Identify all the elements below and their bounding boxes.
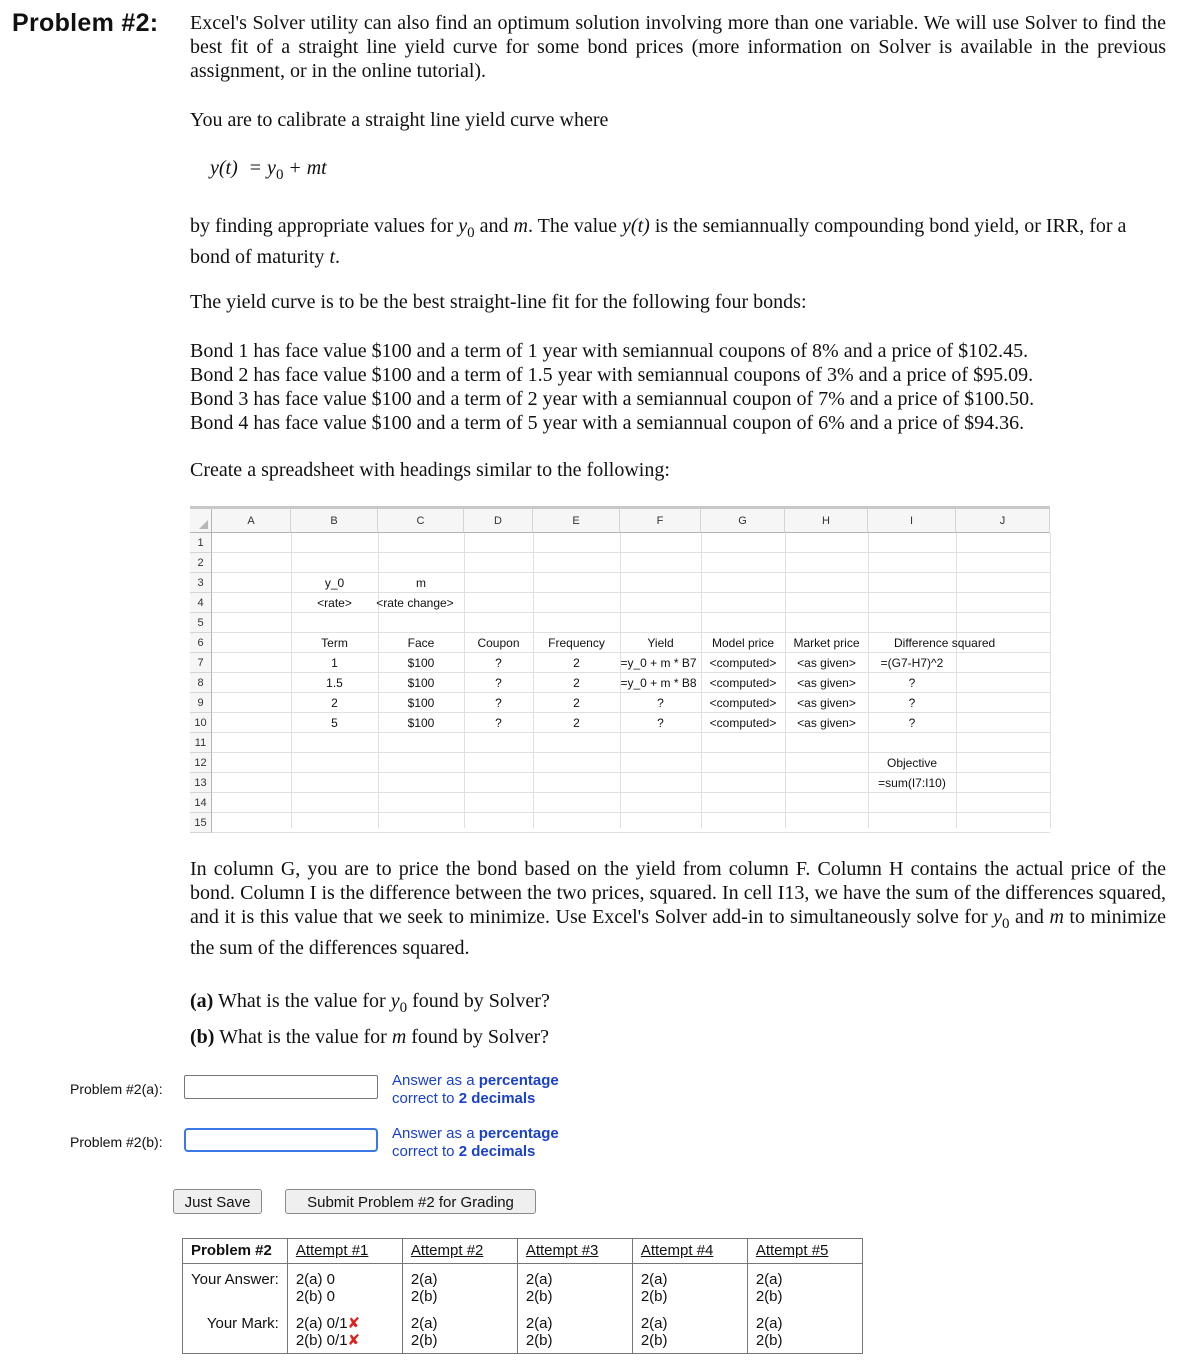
grid-line: [212, 832, 1050, 833]
sheet-cell-c3: m: [416, 576, 426, 590]
sheet-cell-c8: $100: [407, 676, 435, 690]
column-header: G: [701, 509, 785, 533]
submit-grading-button[interactable]: Submit Problem #2 for Grading: [285, 1189, 536, 1214]
sheet-cell-i12: Objective: [886, 756, 938, 770]
sheet-cell-g7: <computed>: [709, 656, 777, 670]
sheet-cell-b10: 5: [331, 716, 338, 730]
bond-item: Bond 4 has face value $100 and a term of 5 year with a semiannual coupon of 6% and a price of $94.36.: [190, 412, 1025, 434]
attempt-link[interactable]: Attempt #4: [640, 1242, 714, 1259]
grid-line: [212, 552, 1050, 553]
sheet-cell-c6: Face: [407, 636, 435, 650]
sheet-cell-b9: 2: [331, 696, 338, 710]
attempt-link[interactable]: Attempt #1: [295, 1242, 369, 1259]
create-text: Create a spreadsheet with headings similar to the following:: [190, 459, 670, 481]
column-header: I: [868, 509, 956, 533]
attempt-link[interactable]: Attempt #5: [755, 1242, 829, 1259]
grid-line: [1050, 533, 1051, 828]
attempts-table: [182, 1238, 863, 1354]
attempt-mark: 2(a) 2(b): [402, 1305, 517, 1354]
sheet-cell-h8: <as given>: [797, 676, 856, 690]
sheet-cell-e6: Frequency: [548, 636, 605, 650]
sheet-cell-h7: <as given>: [797, 656, 856, 670]
answer-b-label: Problem #2(b):: [70, 1134, 163, 1150]
sheet-cell-e9: 2: [573, 696, 580, 710]
column-header: A: [212, 509, 291, 533]
sheet-cell-f9: ?: [657, 696, 664, 710]
sheet-cell-d8: ?: [495, 676, 502, 690]
sheet-cell-h9: <as given>: [797, 696, 856, 710]
column-header: F: [620, 509, 701, 533]
sheet-cell-e8: 2: [573, 676, 580, 690]
column-g-text: In column G, you are to price the bond based on the yield from column F. Column H contains the actual price of the bond. Column I is the difference between the two prices, squared. In cell I13, we have the sum of the differences squared, and it is this value that we seek to minimize. Use Excel's Solver add-in to simultaneously solve for $y_0$ and m to minimize the sum of the differences squared.: [190, 858, 1166, 959]
sheet-cell-b6: Term: [321, 636, 348, 650]
sheet-cell-b4: <rate>: [317, 596, 352, 610]
sheet-cell-c4: <rate change>: [376, 596, 454, 610]
attempt-answer: 2(a) 2(b): [632, 1264, 747, 1306]
sheet-cell-g8: <computed>: [709, 676, 777, 690]
wrong-mark-icon: ✘: [347, 1315, 361, 1332]
row-header: 12: [190, 753, 212, 773]
yield-formula: $y(t) = y_0$ + mt: [210, 157, 327, 183]
answer-b-input[interactable]: [184, 1128, 378, 1152]
attempt-answer: 2(a) 2(b): [402, 1264, 517, 1306]
attempt-link[interactable]: Attempt #3: [525, 1242, 599, 1259]
grid-line: [956, 533, 957, 828]
your-answer-label: Your Answer:: [191, 1271, 279, 1288]
attempt-mark: 2(a) 2(b): [747, 1305, 862, 1354]
attempts-header: Problem #2: [183, 1239, 288, 1264]
attempt-answer: 2(a) 2(b): [517, 1264, 632, 1306]
sheet-cell-i10: ?: [908, 716, 916, 730]
row-header: 11: [190, 733, 212, 753]
attempt-answer: 2(a) 0 2(b) 0: [287, 1264, 402, 1306]
problem-intro: Excel's Solver utility can also find an optimum solution involving more than one variable. We will use Solver to find the best fit of a straight line yield curve for some bond prices (more information on Solver is available in the previous assignment, or in the online tutorial).: [190, 12, 1166, 82]
sheet-cell-d10: ?: [495, 716, 502, 730]
sheet-cell-b7: 1: [331, 656, 338, 670]
row-header: 9: [190, 693, 212, 713]
answer-a-label: Problem #2(a):: [70, 1081, 163, 1097]
sheet-cell-g10: <computed>: [709, 716, 777, 730]
wrong-mark-icon: ✘: [347, 1332, 361, 1349]
sheet-cell-g6: Model price: [711, 636, 775, 650]
answer-a-hint: Answer as a percentage correct to 2 decimals: [392, 1072, 559, 1107]
sheet-cell-c7: $100: [407, 656, 435, 670]
column-header: C: [378, 509, 464, 533]
sheet-cell-h10: <as given>: [797, 716, 856, 730]
row-header: 2: [190, 553, 212, 573]
sheet-cell-i7: =(G7-H7)^2: [880, 656, 944, 670]
sheet-cell-h6: Market price: [793, 636, 860, 650]
grid-line: [212, 812, 1050, 813]
row-header: 10: [190, 713, 212, 733]
sheet-cell-f10: ?: [657, 716, 664, 730]
column-header: H: [785, 509, 868, 533]
sheet-cell-c9: $100: [407, 696, 435, 710]
attempt-mark: 2(a) 2(b): [517, 1305, 632, 1354]
row-header: 5: [190, 613, 212, 633]
bond-item: Bond 1 has face value $100 and a term of 1 year with semiannual coupons of 8% and a price of $102.45.: [190, 340, 1029, 362]
bond-list: [190, 339, 1034, 435]
attempt-answer: 2(a) 2(b): [747, 1264, 862, 1306]
sheet-cell-i13: =sum(I7:I10): [878, 776, 946, 790]
sheet-cell-d7: ?: [495, 656, 502, 670]
sheet-cell-i6: Difference squared: [894, 636, 996, 650]
row-header: 6: [190, 633, 212, 653]
answer-a-input[interactable]: [184, 1075, 378, 1099]
row-header: 4: [190, 593, 212, 613]
calibrate-text: You are to calibrate a straight line yield curve where: [190, 109, 609, 131]
attempt-mark: 2(a) 2(b): [632, 1305, 747, 1354]
row-header: 15: [190, 813, 212, 833]
column-header: J: [956, 509, 1050, 533]
sheet-cell-i9: ?: [908, 696, 916, 710]
sheet-cell-d6: Coupon: [477, 636, 520, 650]
sheet-select-all-corner: [190, 509, 212, 533]
row-header: 8: [190, 673, 212, 693]
row-header: 3: [190, 573, 212, 593]
sheet-cell-c10: $100: [407, 716, 435, 730]
sheet-cell-f6: Yield: [647, 636, 674, 650]
column-header: B: [291, 509, 378, 533]
answer-b-hint: Answer as a percentage correct to 2 decimals: [392, 1125, 559, 1160]
sheet-cell-d9: ?: [495, 696, 502, 710]
spreadsheet-figure: [190, 506, 1050, 828]
row-header: 13: [190, 773, 212, 793]
attempt-mark: 2(a) 0/1✘ 2(b) 0/1✘: [287, 1305, 402, 1354]
row-header: 1: [190, 533, 212, 553]
question-b: (b) What is the value for m found by Solver?: [190, 1026, 550, 1048]
row-header: 7: [190, 653, 212, 673]
row-header: 14: [190, 793, 212, 813]
fit-text: The yield curve is to be the best straight-line fit for the following four bonds:: [190, 291, 807, 313]
sheet-cell-b3: y_0: [324, 576, 345, 590]
sheet-cell-e10: 2: [573, 716, 580, 730]
sheet-cell-b8: 1.5: [326, 676, 343, 690]
sheet-cell-i8: ?: [908, 676, 916, 690]
problem-title: Problem #2:: [12, 9, 159, 37]
sheet-cell-g9: <computed>: [709, 696, 777, 710]
attempt-link[interactable]: Attempt #2: [410, 1242, 484, 1259]
bond-item: Bond 2 has face value $100 and a term of 1.5 year with semiannual coupons of 3% and a price of $95.09.: [190, 364, 1034, 386]
finding-text: by finding appropriate values for $y_0$ and m. The value y(t) is the semiannually compounding bond yield, or IRR, for a bond of maturity t.: [190, 215, 1127, 268]
just-save-button[interactable]: Just Save: [173, 1189, 262, 1214]
question-a: (a) What is the value for $y_0$ found by Solver?: [190, 990, 550, 1016]
sheet-cell-f7: =y_0 + m * B7: [620, 656, 697, 670]
column-header: E: [533, 509, 620, 533]
sheet-cell-e7: 2: [573, 656, 580, 670]
bond-item: Bond 3 has face value $100 and a term of 2 year with a semiannual coupon of 7% and a price of $100.50.: [190, 388, 1035, 410]
sheet-cell-f8: =y_0 + m * B8: [620, 676, 697, 690]
your-mark-label: Your Mark:: [206, 1315, 279, 1332]
column-header: D: [464, 509, 533, 533]
